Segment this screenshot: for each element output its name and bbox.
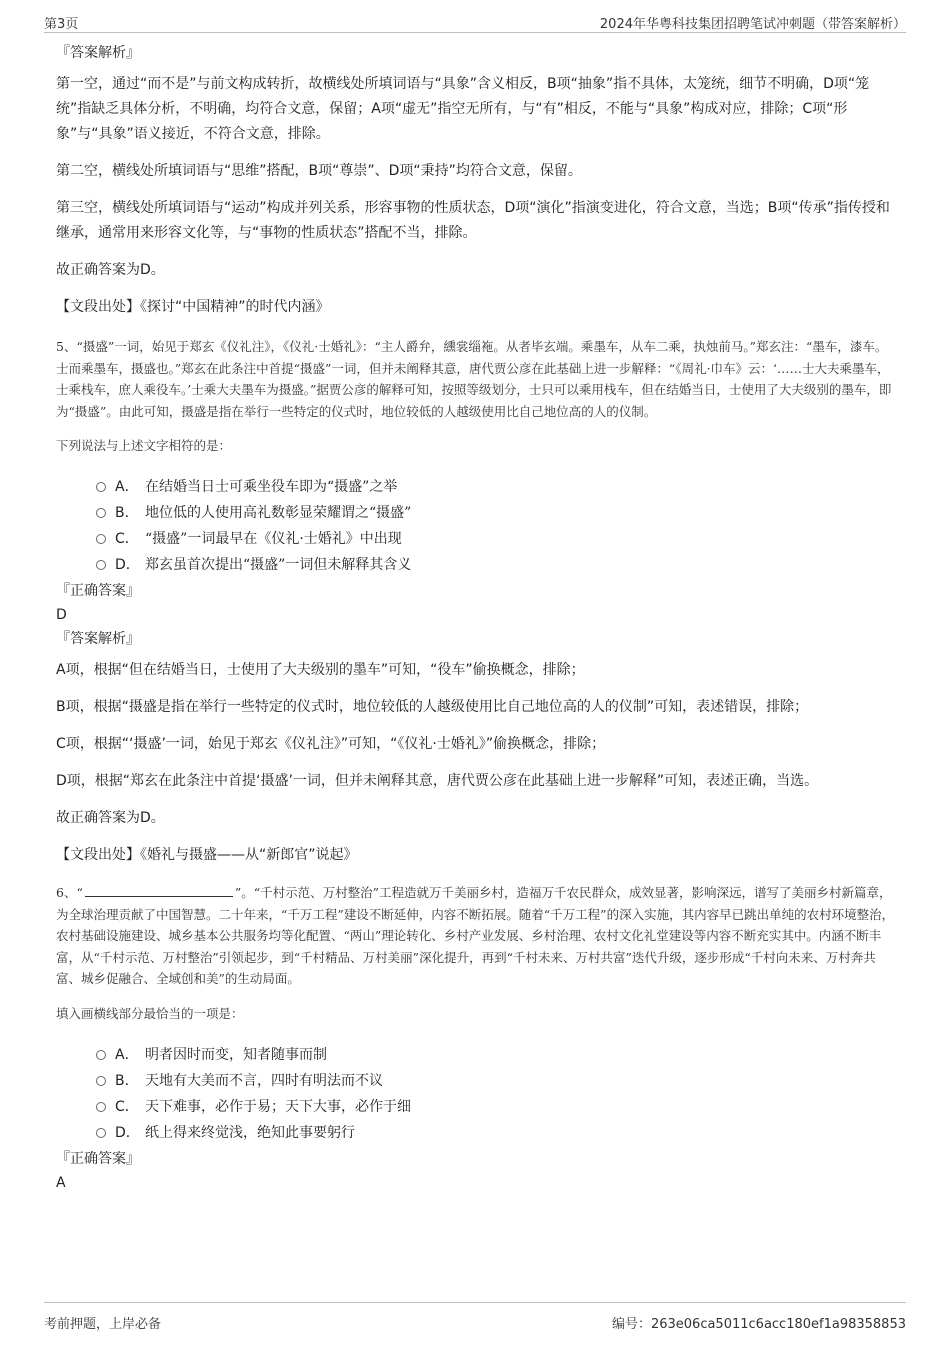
q6-option-a[interactable]	[96, 1042, 896, 1068]
option-key: A．	[115, 1046, 139, 1063]
q4-analysis-paragraph: 第一空，通过“而不是”与前文构成转折，故横线处所填词语与“具象”含义相反，B项“抽象”指不具体，太笼统，细节不明确，D项“笼统”指缺乏具体分析，不明确，均符合文意，保留；A项“虚无”指空无所有，与“有”相反，不能与“具象”构成对应，排除；C项“形象”与“具象”语义接近，不符合文意，排除。	[56, 76, 870, 142]
page-footer	[44, 1302, 906, 1339]
code-label: 编号：	[611, 1317, 651, 1332]
option-text: 郑玄虽首次提出“摄盛”一词但未解释其含义	[145, 557, 412, 573]
option-text: “摄盛”一词最早在《仪礼·士婚礼》中出现	[145, 531, 402, 547]
q6-answer-label: 『正确答案』	[56, 1150, 140, 1167]
q5-source: 【文段出处】《婚礼与摄盛——从“新郎官”说起》	[56, 847, 358, 863]
q6-option-b[interactable]	[96, 1068, 896, 1094]
q4-source: 【文段出处】《探讨“中国精神”的时代内涵》	[56, 299, 330, 315]
page-number: 第3页	[44, 17, 79, 32]
option-text: 纸上得来终觉浅，绝知此事要躬行	[145, 1124, 355, 1141]
option-text: 明者因时而变，知者随事而制	[145, 1046, 327, 1063]
q5-analysis-label: 『答案解析』	[56, 631, 140, 647]
document-code	[612, 1313, 906, 1332]
q5-option-d[interactable]	[96, 552, 896, 578]
option-key: B．	[115, 1072, 139, 1089]
option-key: B．	[115, 505, 139, 521]
option-key: D．	[115, 557, 140, 573]
q5-option-b[interactable]	[96, 500, 896, 526]
q5-option-c[interactable]	[96, 526, 896, 552]
option-key: A．	[115, 479, 139, 495]
q5-options	[56, 474, 896, 578]
q6-passage	[56, 882, 896, 990]
q4-analysis-label: 『答案解析』	[56, 45, 140, 61]
q4-conclusion: 故正确答案为D。	[56, 262, 165, 278]
page-content	[56, 44, 896, 1198]
radio-icon[interactable]	[96, 1050, 106, 1060]
option-key: D．	[115, 1124, 140, 1141]
q6-question: 填入画横线部分最恰当的一项是：	[56, 1005, 244, 1021]
q6-text: ”。“千村示范、万村整治”工程造就万千美丽乡村，造福万千农民群众，成效显著，影响深远，谱写了美丽乡村新篇章，为全球治理贡献了中国智慧。二十年来，“千万工程”建设不断延伸，内容不断拓展。随着“千万工程”的深入实施，其内容早已跳出单纯的农村环境整治，农村基础设施建设、城乡基本公共服务均等化配置、“两山”理论转化、乡村产业发展、乡村治理、农村文化礼堂建设等内容不断充实其中。内涵不断丰富，从“千村示范、万村整治”引领起步，到“千村精品、万村美丽”深化提升，再到“千村未来、万村共富”迭代升级，逐步形成“千村向未来、万村奔共富、城乡促融合、全域创和美”的生动局面。	[56, 885, 895, 986]
q5-conclusion: 故正确答案为D。	[56, 810, 165, 826]
code-value: 263e06ca5011c6acc180ef1a98358853	[650, 1317, 906, 1332]
fill-blank	[85, 884, 233, 897]
page-header	[44, 10, 906, 33]
q5-analysis-item: A项，根据“但在结婚当日，士使用了大夫级别的墨车”可知，“役车”偷换概念，排除；	[56, 662, 585, 678]
radio-icon[interactable]	[96, 560, 106, 570]
document-title: 2024年华粤科技集团招聘笔试冲刺题（带答案解析）	[599, 17, 906, 32]
q5-option-a[interactable]	[96, 474, 896, 500]
q4-analysis-paragraph: 第二空，横线处所填词语与“思维”搭配，B项“尊崇”、D项“秉持”均符合文意，保留。	[56, 163, 582, 179]
radio-icon[interactable]	[96, 1076, 106, 1086]
q5-answer: D	[56, 607, 67, 623]
q6-prefix: 6、“	[56, 885, 83, 900]
radio-icon[interactable]	[96, 1102, 106, 1112]
q6-option-c[interactable]	[96, 1094, 896, 1120]
q6-option-d[interactable]	[96, 1120, 896, 1146]
q5-question: 下列说法与上述文字相符的是：	[56, 438, 232, 453]
q5-analysis-item: B项，根据“摄盛是指在举行一些特定的仪式时，地位较低的人越级使用比自己地位高的人的仪制”可知，表述错误，排除；	[56, 699, 809, 715]
q5-analysis-item: D项，根据“郑玄在此条注中首提‘摄盛’一词，但并未阐释其意，唐代贾公彦在此基础上进一步解释”可知，表述正确，当选。	[56, 773, 819, 789]
option-key: C．	[115, 531, 139, 547]
q6-options	[56, 1042, 896, 1146]
option-key: C．	[115, 1098, 139, 1115]
q5-passage: 5、“摄盛”一词，始见于郑玄《仪礼注》，《仪礼·士婚礼》：“主人爵弁，纁裳缁袘。从者毕玄端。乘墨车，从车二乘，执烛前马。”郑玄注：“墨车，漆车。士而乘墨车，摄盛也。”郑玄在此条注中首提“摄盛”一词，但并未阐释其意，唐代贾公彦在此基础上进一步解释：“《周礼·巾车》云：‘……士大夫乘墨车，士乘栈车，庶人乘役车。’士乘大夫墨车为摄盛。”据贾公彦的解释可知，按照等级划分，士只可以乘用栈车，但在结婚当日，士使用了大夫级别的墨车，即为“摄盛”。由此可知，摄盛是指在举行一些特定的仪式时，地位较低的人越级使用比自己地位高的人的仪制。	[56, 339, 892, 419]
radio-icon[interactable]	[96, 482, 106, 492]
radio-icon[interactable]	[96, 534, 106, 544]
q5-answer-label: 『正确答案』	[56, 583, 140, 599]
option-text: 地位低的人使用高礼数彰显荣耀谓之“摄盛”	[145, 505, 412, 521]
radio-icon[interactable]	[96, 1128, 106, 1138]
q5-analysis-item: C项，根据“‘摄盛’一词，始见于郑玄《仪礼注》”可知，“《仪礼·士婚礼》”偷换概念，排除；	[56, 736, 606, 752]
q6-answer: A	[56, 1174, 66, 1191]
option-text: 天地有大美而不言，四时有明法而不议	[145, 1072, 383, 1089]
q4-analysis-paragraph: 第三空，横线处所填词语与“运动”构成并列关系，形容事物的性质状态，D项“演化”指演变进化，符合文意，当选；B项“传承”指传授和继承，通常用来形容文化等，与“事物的性质状态”搭配不当，排除。	[56, 200, 890, 241]
option-text: 天下难事，必作于易；天下大事，必作于细	[145, 1098, 411, 1115]
option-text: 在结婚当日士可乘坐役车即为“摄盛”之举	[145, 479, 398, 495]
footer-slogan: 考前押题，上岸必备	[44, 1317, 162, 1332]
radio-icon[interactable]	[96, 508, 106, 518]
